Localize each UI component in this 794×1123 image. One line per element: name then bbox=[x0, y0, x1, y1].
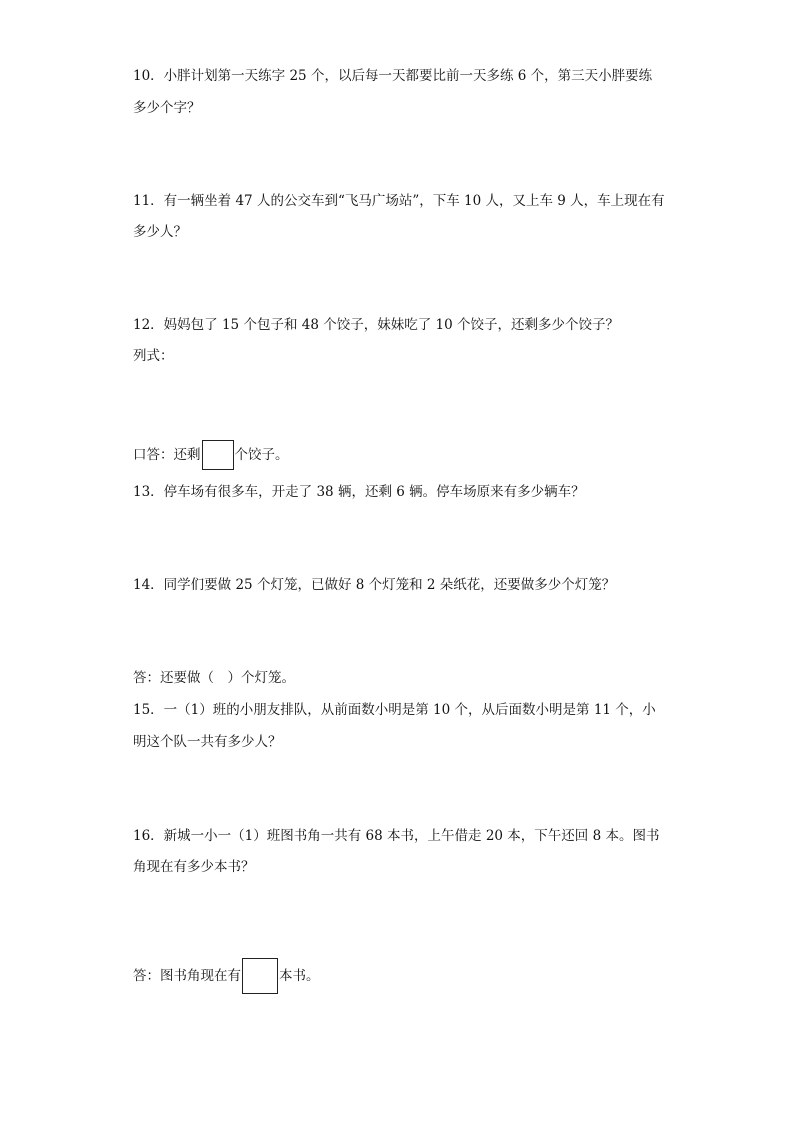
question-10-line-2: 多少个字？ bbox=[133, 100, 201, 116]
question-16-line-2: 角现在有多少本书？ bbox=[133, 859, 255, 875]
question-11-line-2: 多少人？ bbox=[133, 224, 187, 240]
question-10-line-1: 10．小胖计划第一天练字 25 个，以后每一天都要比前一天多练 6 个，第三天小胖要练 bbox=[133, 68, 653, 84]
question-12-answer bbox=[133, 440, 673, 470]
question-12-answer-suffix: 个饺子。 bbox=[234, 447, 289, 463]
question-13-line-1: 13．停车场有很多车，开走了 38 辆，还剩 6 辆。停车场原来有多少辆车？ bbox=[133, 484, 585, 500]
question-12-answer-box[interactable] bbox=[202, 440, 234, 470]
question-11-line-1: 11．有一辆坐着 47 人的公交车到“飞马广场站”，下车 10 人，又上车 9 人，车上现在有 bbox=[133, 193, 665, 209]
question-16-answer bbox=[133, 958, 673, 994]
question-14-line-1: 14．同学们要做 25 个灯笼，已做好 8 个灯笼和 2 朵纸花，还要做多少个灯笼？ bbox=[133, 577, 616, 593]
question-12-formula-label: 列式： bbox=[133, 348, 174, 364]
question-16-answer-box[interactable] bbox=[242, 958, 278, 994]
question-15-line-1: 15．一（1）班的小朋友排队，从前面数小明是第 10 个，从后面数小明是第 11 个，小 bbox=[133, 702, 656, 718]
question-12-answer-prefix: 口答：还剩 bbox=[133, 447, 201, 463]
question-12-line-1: 12．妈妈包了 15 个包子和 48 个饺子，妹妹吃了 10 个饺子，还剩多少个饺子？ bbox=[133, 317, 619, 333]
question-16-line-1: 16．新城一小一（1）班图书角一共有 68 本书，上午借走 20 本，下午还回 8 本。图书 bbox=[133, 828, 660, 844]
question-15-line-2: 明这个队一共有多少人？ bbox=[133, 734, 282, 750]
question-16-answer-suffix: 本书。 bbox=[279, 968, 320, 984]
question-14-answer: 答：还要做（ ）个灯笼。 bbox=[133, 670, 295, 686]
question-16-answer-prefix: 答：图书角现在有 bbox=[133, 968, 241, 984]
